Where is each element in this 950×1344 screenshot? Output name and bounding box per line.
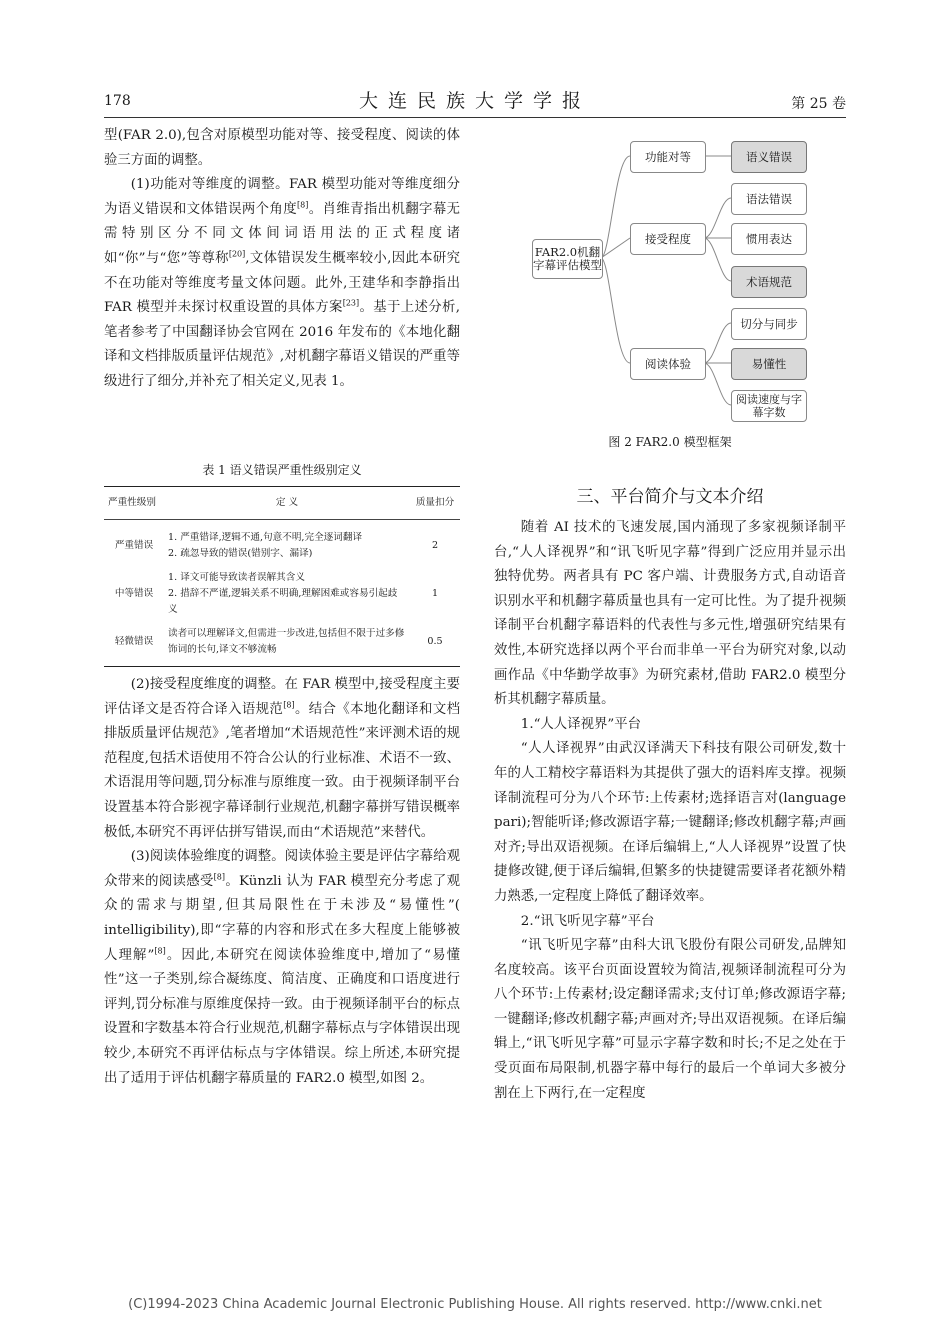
severity-table <box>104 486 460 667</box>
figure-root-node: FAR2.0机翻字幕评估模型 <box>532 239 603 279</box>
score-cell: 1 <box>431 588 439 599</box>
section-title: 三、平台简介与文本介绍 <box>576 487 764 507</box>
paragraph-platforms: 随着 AI 技术的飞速发展,国内涌现了多家视频译制平台,“人人译视界”和“讯飞听见字幕”得到广泛应用并显示出独特优势。两者具有 PC 客户端、计费服务方式,自动语音识别水平和机翻字幕质量也具有一定可比性。为了提升视频译制平台机翻字幕语料的代表性与多元性,增强研究结果有效性,本研究选择以两个平台而非单一平台为研究对象,以动画作品《中华勤学故事》为研究素材,借助 FAR2.0 模型分析其机翻字幕质量。 <box>494 520 846 708</box>
severity-level: 中等错误 <box>114 588 154 599</box>
connector-line <box>601 156 630 258</box>
figure-leaf-node: 语法错误 <box>731 183 807 215</box>
figure-branch-node: 阅读体验 <box>630 348 706 380</box>
figure-branch-node: 接受程度 <box>630 223 706 255</box>
table-header-cell: 定 义 <box>275 497 299 508</box>
figure-leaf-node: 术语规范 <box>731 266 807 298</box>
page-number: 178 <box>104 93 131 109</box>
paragraph-platform-1: “人人译视界”由武汉译满天下科技有限公司研发,数十年的人工精校字幕语料为其提供了强大的语料库支撑。视频译制流程可分为八个环节:上传素材;选择语言对(language pari);智能听译;修改源语字幕;一键翻译;修改机翻字幕;声画对齐;导出双语视频。在译后编辑上,“人人译视界”设置了快捷修改键,便于译后编辑,但繁多的快捷键需要译者花额外精力熟悉,一定程度上降低了翻译效率。 <box>494 741 846 904</box>
figure-leaf-node: 易懂性 <box>731 348 807 380</box>
paragraph-functional-equivalence: (1)功能对等维度的调整。FAR 模型功能对等维度细分为语义错误和文体错误两个角度[8]。肖维青指出机翻字幕无需特别区分不同文体间词语用法的正式程度诸如“你”与“您”等尊称[20],文体错误发生概率较小,因此本研究不在功能对等维度考量文体问题。此外,王建华和李静指出 FAR 模型并未探讨权重设置的具体方案[23]。基于上述分析,笔者参考了中国翻译协会官网在 2016 年发布的《本地化翻译和文档排版质量评估规范》,对机翻字幕语义错误的严重等级进行了细分,并补充了相关定义,见表 1。 <box>104 177 461 389</box>
left-column-top <box>104 124 460 395</box>
header-rule <box>104 117 846 118</box>
score-cell: 2 <box>431 540 439 551</box>
severity-level: 轻微错误 <box>114 636 154 647</box>
paragraph-acceptability: (2)接受程度维度的调整。在 FAR 模型中,接受程度主要评估译文是否符合译入语规范[8]。结合《本地化翻译和文档排版质量评估规范》,笔者增加“术语规范性”来评测术语的规范程度,包括术语使用不符合公认的行业标准、术语不一致、术语混用等问题,罚分标准与原维度一致。由于视频译制平台设置基本符合影视字幕译制行业规范,机翻字幕拼写错误概率极低,本研究不再评估拼写错误,而由“术语规范”来替代。 <box>104 677 461 840</box>
volume-label: 第 25 卷 <box>791 96 846 112</box>
table-header-cell: 严重性级别 <box>108 497 156 508</box>
figure-leaf-node: 语义错误 <box>731 141 807 173</box>
connector-line <box>704 238 731 281</box>
copyright-footer: (C)1994-2023 China Academic Journal Electronic Publishing House. All rights reserved. http://www.cnki.net <box>128 1297 822 1312</box>
journal-title: 大连民族大学学报 <box>358 90 591 112</box>
connector-line <box>704 363 731 405</box>
figure-far2-model <box>530 128 820 428</box>
figure-branch-node: 功能对等 <box>630 141 706 173</box>
paragraph-readability: (3)阅读体验维度的调整。阅读体验主要是评估字幕给观众带来的阅读感受[8]。Künzli 认为 FAR 模型充分考虑了观众的需求与期望,但其局限性在于未涉及“易懂性”( intelligibility),即“字幕的内容和形式在多大程度上能够被人理解”[8]。因此,本研究在阅读体验维度中,增加了“易懂性”这一子类别,综合凝练度、简洁度、正确度和口语度进行评判,罚分标准与原维度保持一致。由于视频译制平台的标点设置和字数基本符合行业规范,机翻字幕标点与字体错误出现较少,本研究不再评估标点与字体错误。综上所述,本研究提出了适用于评估机翻字幕质量的 FAR2.0 模型,如图 2。 <box>104 849 460 1086</box>
connector-line <box>601 258 630 363</box>
table-row <box>104 622 460 667</box>
left-column-bottom <box>104 673 460 1091</box>
connector-line <box>704 198 731 238</box>
figure-leaf-node: 惯用表达 <box>731 223 807 255</box>
definition-cell: 读者可以理解译文,但需进一步改进,包括但不限于过多修 饰词的长句,译文不够流畅 <box>168 628 405 655</box>
definition-cell: 1. 严重错译,逻辑不通,句意不明,完全逐词翻译 2. 疏忽导致的错误(错别字、漏译) <box>168 532 363 559</box>
right-column-text <box>494 516 846 1106</box>
figure-leaf-node: 阅读速度与字幕字数 <box>731 390 807 422</box>
paragraph-platform-2: “讯飞听见字幕”由科大讯飞股份有限公司研发,品牌知名度较高。该平台页面设置较为简洁,视频译制流程可分为八个环节:上传素材;设定翻译需求;支付订单;修改源语字幕;一键翻译;修改机翻字幕;声画对齐;导出双语视频。在译后编辑上,“讯飞听见字幕”可显示字幕字数和时长;不足之处在于受页面布局限制,机器字幕中每行的最后一个单词大多被分割在上下两行,在一定程度 <box>494 938 846 1101</box>
connector-line <box>704 323 731 363</box>
table-caption: 表 1 语义错误严重性级别定义 <box>202 463 362 477</box>
paragraph-continuation: 型(FAR 2.0),包含对原模型功能对等、接受程度、阅读的体验三方面的调整。 <box>104 128 460 168</box>
definition-cell: 1. 译文可能导致读者误解其含义 2. 措辞不严谨,逻辑关系不明确,理解困难或容易引起歧义 <box>168 572 398 615</box>
figure-caption: 图 2 FAR2.0 模型框架 <box>608 435 732 449</box>
connector-line <box>601 238 630 258</box>
table-row <box>104 520 460 567</box>
subheading-platform-1: 1.“人人译视界”平台 <box>520 716 641 732</box>
figure-leaf-node: 切分与同步 <box>731 308 807 340</box>
subheading-platform-2: 2.“讯飞听见字幕”平台 <box>520 913 655 929</box>
table-header-cell: 质量扣分 <box>415 497 455 508</box>
table-row <box>104 566 460 622</box>
score-cell: 0.5 <box>427 636 443 647</box>
severity-level: 严重错误 <box>114 540 154 551</box>
table-header-row <box>104 487 460 520</box>
